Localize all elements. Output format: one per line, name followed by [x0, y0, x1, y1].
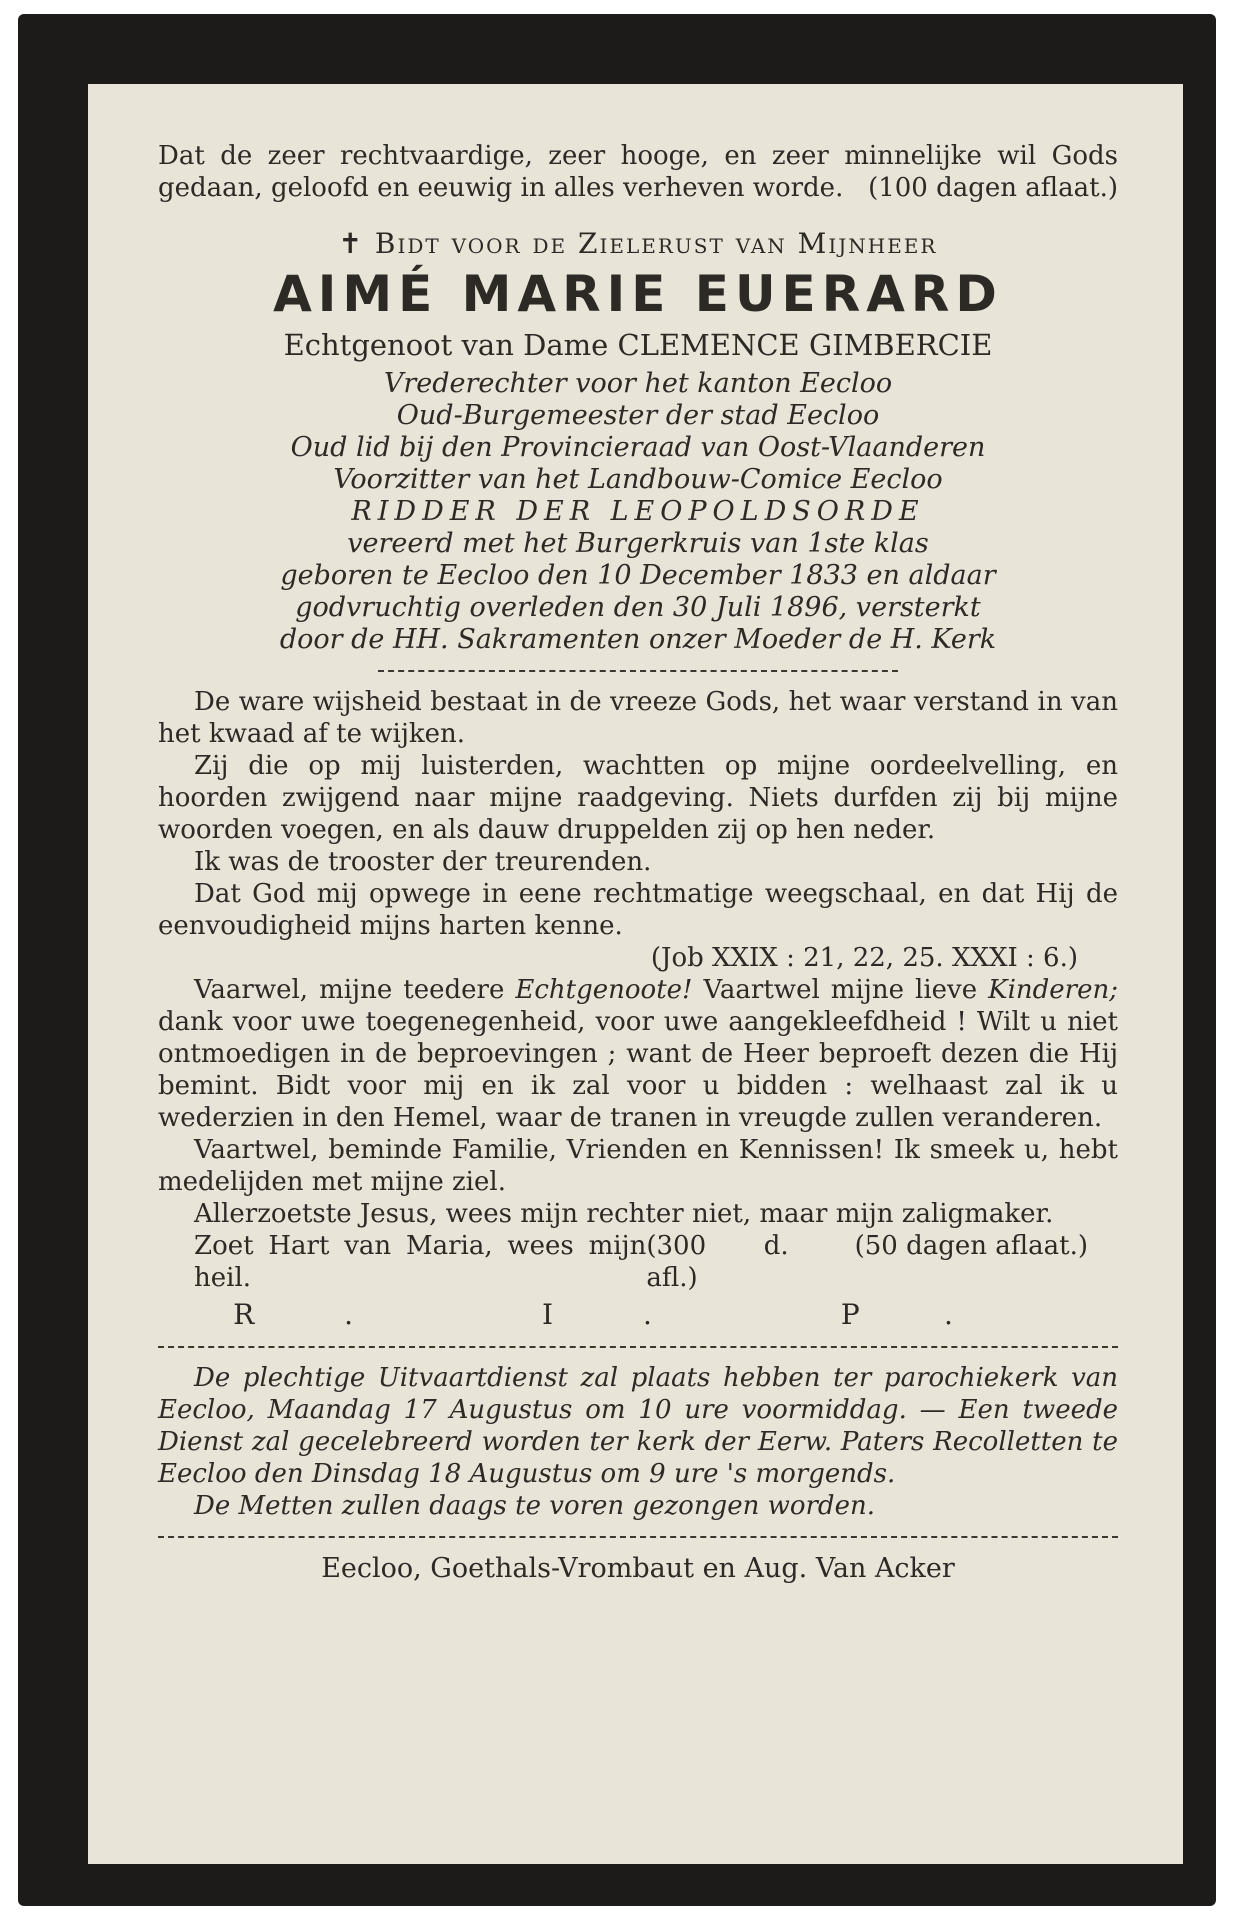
divider-3 — [158, 1536, 1118, 1538]
deceased-name: AIMÉ MARIE EUERARD — [273, 265, 1003, 323]
intro-prayer — [158, 140, 1118, 204]
title-line-3: Oud lid bij den Provincieraad van Oost-Vlaanderen — [290, 432, 986, 463]
vigil-notice: De Metten zullen daags te voren gezongen worden. — [194, 1491, 875, 1521]
life-line-2: geboren te Eecloo den 10 December 1833 en aldaar — [280, 560, 996, 591]
farewell-paragraph-3 — [158, 1198, 1118, 1261]
title-line-2: Oud-Burgemeester der stad Eecloo — [396, 400, 880, 431]
scripture-paragraph-3: Ik was de trooster der treurenden. — [194, 847, 652, 877]
farewell-maria-text: Zoet Hart van Maria, wees mijn heil. — [194, 1231, 647, 1293]
intro-indulgence: (100 dagen aflaat.) — [868, 173, 1118, 203]
farewell-paragraph-4 — [158, 1230, 819, 1294]
farewell-text-a: Vaarwel, mijne teedere — [194, 975, 516, 1005]
divider-1 — [378, 670, 898, 672]
prayer-line: ✝ Bidt voor de Zielerust van Mijnheer — [338, 227, 938, 260]
farewell-maria-indulgence: (300 d. afl.) — [646, 1231, 789, 1293]
farewell-text-c: dank voor uwe toegenegenheid, voor uwe aangekleefdheid ! Wilt u niet ontmoedigen in de beproevingen ; want de Heer beproeft dezen die Hij bemint. Bidt voor mij en ik zal voor u bidden : welhaast zal ik u wederzien in den Hemel, waar de tranen in vreugde zullen veranderen. — [158, 1007, 1118, 1133]
scripture-paragraph-1: De ware wijsheid bestaat in de vreeze Gods, het waar verstand in van het kwaad af te wijken. — [158, 687, 1118, 749]
intro-text: Dat de zeer rechtvaardige, zeer hooge, en zeer minnelijke wil Gods gedaan, geloofd en eeuwig in alles verheven worde. — [158, 141, 1118, 203]
card-content — [158, 140, 1118, 1586]
card-paper — [88, 84, 1183, 1864]
farewell-paragraph-1 — [158, 974, 1118, 1134]
farewell-jesus-text: Allerzoetste Jesus, wees mijn rechter niet, maar mijn zaligmaker. — [194, 1199, 1054, 1229]
printer-line: Eecloo, Goethals-Vrombaut en Aug. Van Acker — [321, 1553, 955, 1584]
farewell-spouse-word: Echtgenoote! — [515, 975, 693, 1005]
farewell-children-word: Kinderen; — [988, 975, 1118, 1005]
scripture-paragraph-4: Dat God mij opwege in eene rechtmatige weegschaal, en dat Hij de eenvoudigheid mijns harten kenne. — [158, 879, 1118, 941]
title-line-1: Vrederechter voor het kanton Eecloo — [383, 368, 893, 399]
title-line-4: Voorzitter van het Landbouw-Comice Eecloo — [333, 464, 943, 495]
funeral-notice: De plechtige Uitvaartdienst zal plaats hebben ter parochiekerk van Eecloo, Maandag 17 Augustus om 10 ure voormiddag. — Een tweede Dienst zal gecelebreerd worden ter kerk der Eerw. Paters Recolletten te Eecloo den Dinsdag 18 Augustus om 9 ure 's morgends. — [158, 1363, 1118, 1489]
farewell-paragraph-2: Vaartwel, beminde Familie, Vrienden en Kennissen! Ik smeek u, hebt medelijden met mijne ziel. — [158, 1135, 1118, 1197]
order-line: RIDDER DER LEOPOLDSORDE — [351, 496, 925, 527]
farewell-jesus-indulgence: (50 dagen aflaat.) — [854, 1231, 1088, 1261]
life-line-3: godvruchtig overleden den 30 Juli 1896, versterkt — [295, 592, 981, 623]
life-line-4: door de HH. Sakramenten onzer Moeder de H. Kerk — [279, 624, 997, 655]
farewell-text-b: Vaartwel mijne lieve — [692, 975, 989, 1005]
spouse-line: Echtgenoot van Dame CLEMENCE GIMBERCIE — [283, 328, 993, 362]
life-line-1: vereerd met het Burgerkruis van 1ste klas — [347, 528, 929, 559]
memorial-card — [18, 14, 1216, 1906]
divider-2 — [158, 1346, 1118, 1348]
rip-line: R. I. P. — [233, 1298, 1043, 1331]
scripture-reference: (Job XXIX : 21, 22, 25. XXXI : 6.) — [650, 943, 1078, 973]
scripture-paragraph-2: Zij die op mij luisterden, wachtten op mijne oordeelvelling, en hoorden zwijgend naar mijne raadgeving. Niets durfden zij bij mijne woorden voegen, en als dauw druppelden zij op hen neder. — [158, 751, 1118, 845]
